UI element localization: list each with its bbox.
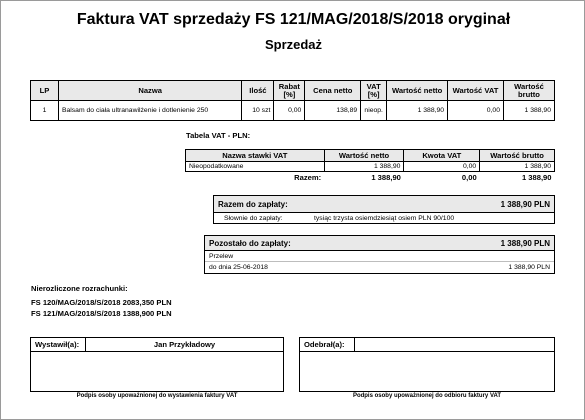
items-table xyxy=(30,80,555,121)
cell-nazwa: Balsam do ciała ultranawilżenie i dotlenienie 250 xyxy=(58,101,241,121)
vat-sum-kwota: 0,00 xyxy=(461,173,477,183)
vat-cell-netto: 1 388,90 xyxy=(324,162,404,172)
cell-wartosc-netto: 1 388,90 xyxy=(387,101,448,121)
vat-header-row xyxy=(186,150,555,162)
receiver-caption: Podpis osoby upoważnionej do odbioru faktury VAT xyxy=(352,393,502,399)
col-cena-netto: Cena netto xyxy=(305,81,361,101)
vat-col-kwota: Kwota VAT xyxy=(404,150,480,162)
table-row xyxy=(31,101,555,121)
cell-wartosc-brutto: 1 388,90 xyxy=(503,101,554,121)
remaining-amount: 1 388,90 PLN xyxy=(500,238,550,248)
vat-cell-name: Nieopodatkowane xyxy=(186,162,325,172)
col-nazwa: Nazwa xyxy=(58,81,241,101)
cell-wartosc-vat: 0,00 xyxy=(448,101,504,121)
receiver-signature-box xyxy=(299,337,555,392)
unsettled-label: Nierozliczone rozrachunki: xyxy=(31,284,128,293)
issuer-caption: Podpis osoby upoważnionej do wystawienia faktury VAT xyxy=(76,393,238,399)
col-wartosc-vat: Wartość VAT xyxy=(448,81,504,101)
cell-lp: 1 xyxy=(31,101,59,121)
vat-sum-netto: 1 388,90 xyxy=(371,173,401,183)
vat-col-brutto: Wartość brutto xyxy=(480,150,555,162)
issuer-signature-box xyxy=(30,337,284,392)
to-pay-label: Razem do zapłaty: xyxy=(218,199,288,209)
page-subtitle: Sprzedaż xyxy=(264,37,323,52)
to-pay-box xyxy=(213,195,555,224)
table-row xyxy=(186,162,555,172)
col-ilosc: Ilość xyxy=(242,81,274,101)
col-lp: LP xyxy=(31,81,59,101)
cell-rabat: 0,00 xyxy=(274,101,305,121)
col-vat: VAT [%] xyxy=(361,81,387,101)
to-pay-words-row xyxy=(214,213,554,223)
vat-table xyxy=(185,149,555,184)
vat-sum-label: Razem: xyxy=(294,173,322,183)
to-pay-words-label: Słownie do zapłaty: xyxy=(224,214,283,222)
vat-cell-kwota: 0,00 xyxy=(404,162,480,172)
to-pay-header xyxy=(214,196,554,213)
remaining-method-row xyxy=(205,251,554,262)
remaining-method: Przelew xyxy=(209,252,234,260)
cell-cena-netto: 138,89 xyxy=(305,101,361,121)
col-wartosc-brutto: Wartość brutto xyxy=(503,81,554,101)
vat-col-name: Nazwa stawki VAT xyxy=(186,150,325,162)
issuer-name: Jan Przykładowy xyxy=(153,340,216,349)
receiver-label: Odebrał(a): xyxy=(300,338,355,351)
issuer-signature-header xyxy=(31,338,283,352)
items-header-row xyxy=(31,81,555,101)
remaining-header xyxy=(205,236,554,251)
vat-sum-brutto: 1 388,90 xyxy=(521,173,552,183)
vat-table-label: Tabela VAT - PLN: xyxy=(186,131,251,140)
cell-vat: nieop. xyxy=(361,101,387,121)
vat-cell-brutto: 1 388,90 xyxy=(480,162,555,172)
col-wartosc-netto: Wartość netto xyxy=(387,81,448,101)
unsettled-line-1: FS 120/MAG/2018/S/2018 2083,350 PLN xyxy=(31,298,172,307)
remaining-box xyxy=(204,235,555,274)
remaining-due-amount: 1 388,90 PLN xyxy=(508,264,550,271)
to-pay-amount: 1 388,90 PLN xyxy=(500,199,550,209)
to-pay-words-value: tysiąc trzysta osiemdziesiąt osiem PLN 90/100 xyxy=(314,214,455,222)
remaining-due: do dnia 25-06-2018 xyxy=(209,264,268,271)
receiver-signature-header xyxy=(300,338,554,352)
remaining-label: Pozostało do zapłaty: xyxy=(209,238,291,248)
col-rabat: Rabat [%] xyxy=(274,81,305,101)
unsettled-line-2: FS 121/MAG/2018/S/2018 1388,900 PLN xyxy=(31,309,172,318)
page-title: Faktura VAT sprzedaży FS 121/MAG/2018/S/2018 oryginał xyxy=(76,11,511,28)
issuer-label: Wystawił(a): xyxy=(31,338,86,351)
vat-sum-row xyxy=(186,172,555,184)
cell-ilosc: 10 szt xyxy=(242,101,274,121)
remaining-due-row xyxy=(205,262,554,273)
vat-col-netto: Wartość netto xyxy=(324,150,404,162)
